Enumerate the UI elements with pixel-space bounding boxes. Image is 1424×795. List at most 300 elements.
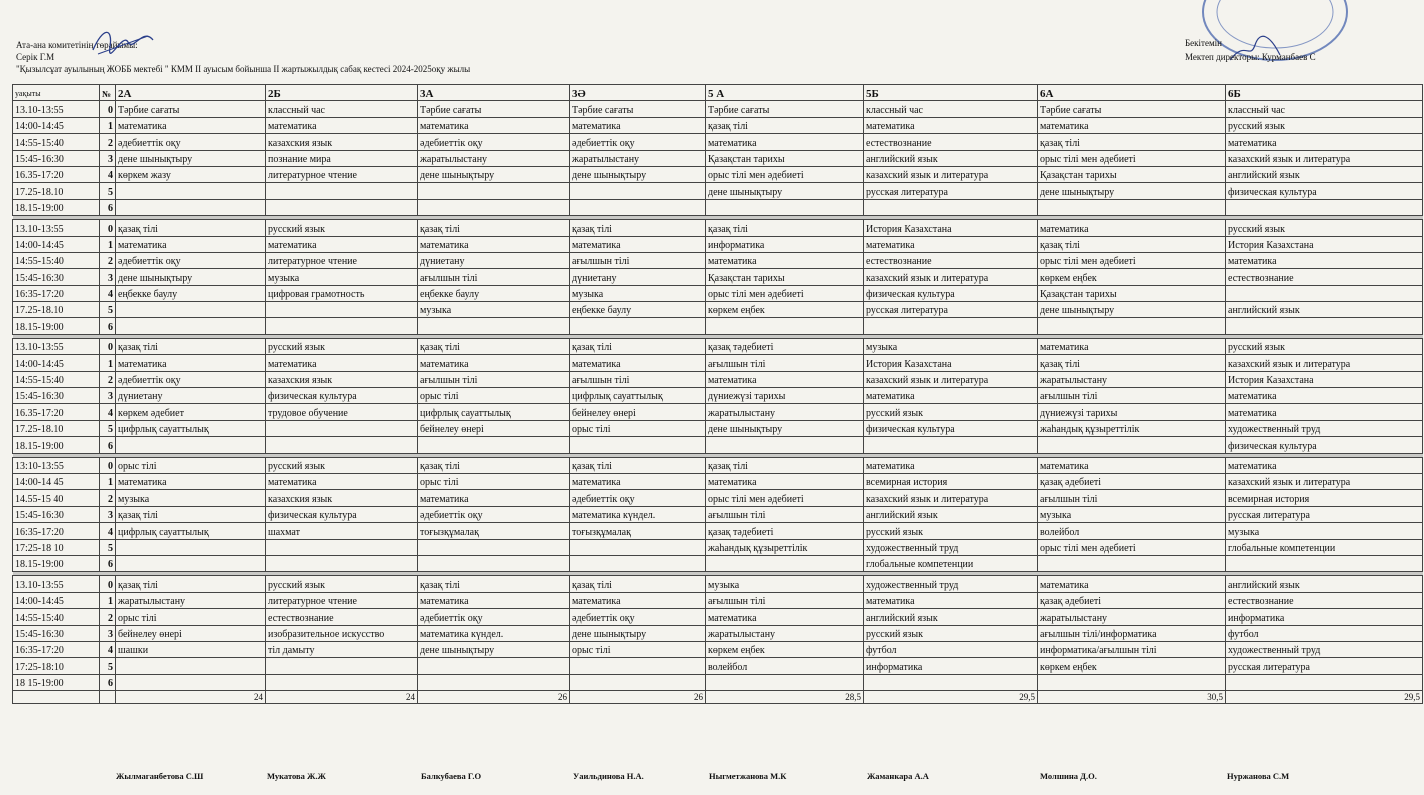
lesson-cell: литературное чтение xyxy=(266,592,418,608)
lesson-cell xyxy=(116,302,266,318)
teacher-name: Молшина Д.О. xyxy=(1040,771,1097,781)
lesson-cell xyxy=(570,199,706,215)
lesson-cell: казахския язык xyxy=(266,490,418,506)
lesson-cell: математика xyxy=(570,117,706,133)
lesson-cell: физическая культура xyxy=(1226,183,1423,199)
lesson-cell: ағылшын тілі/информатика xyxy=(1038,625,1226,641)
lesson-cell xyxy=(266,420,418,436)
lesson-cell: Қазақстан тарихы xyxy=(1038,285,1226,301)
totals-spacer xyxy=(100,691,116,704)
lesson-cell xyxy=(570,674,706,690)
lesson-cell: казахский язык и литература xyxy=(864,166,1038,182)
lesson-row xyxy=(13,609,1423,625)
lesson-cell: казахския язык xyxy=(266,134,418,150)
lesson-cell: естествознание xyxy=(1226,592,1423,608)
lesson-cell xyxy=(706,674,864,690)
lesson-cell: математика xyxy=(266,117,418,133)
time-cell: 14:55-15:40 xyxy=(13,371,100,387)
lesson-cell xyxy=(116,318,266,334)
lesson-cell: художественный труд xyxy=(1226,420,1423,436)
lesson-cell: цифрлық сауаттылық xyxy=(570,388,706,404)
lesson-cell: ағылшын тілі xyxy=(706,355,864,371)
time-cell: 14:00-14:45 xyxy=(13,592,100,608)
lesson-row xyxy=(13,117,1423,133)
totals-row xyxy=(13,691,1423,704)
teacher-signatures xyxy=(0,771,1424,785)
lesson-cell: еңбекке баулу xyxy=(570,302,706,318)
lesson-cell: английский язык xyxy=(1226,302,1423,318)
lesson-cell: қазақ тілі xyxy=(116,220,266,236)
lesson-cell xyxy=(116,183,266,199)
lesson-cell: литературное чтение xyxy=(266,166,418,182)
lesson-number: 0 xyxy=(100,101,116,117)
time-cell: 17:25-18:10 xyxy=(13,658,100,674)
lesson-cell: орыс тілі xyxy=(570,641,706,657)
lesson-cell: математика xyxy=(1226,252,1423,268)
lesson-cell: қазақ тілі xyxy=(116,506,266,522)
lesson-cell: ағылшын тілі xyxy=(418,269,570,285)
time-cell: 18.15-19:00 xyxy=(13,437,100,453)
lesson-row xyxy=(13,592,1423,608)
lesson-cell: русский язык xyxy=(864,625,1038,641)
lesson-row xyxy=(13,674,1423,690)
lesson-cell: орыс тілі мен әдебиеті xyxy=(706,490,864,506)
lesson-cell: дүниетану xyxy=(418,252,570,268)
lesson-cell: ағылшын тілі xyxy=(570,371,706,387)
lesson-cell: Тәрбие сағаты xyxy=(116,101,266,117)
committee-chair-name: Серік Г.М xyxy=(16,52,55,62)
lesson-number: 5 xyxy=(100,539,116,555)
lesson-cell: қазақ тілі xyxy=(570,457,706,473)
time-cell: 16:35-17:20 xyxy=(13,523,100,539)
lesson-cell: казахский язык и литература xyxy=(1226,150,1423,166)
lesson-cell: естествознание xyxy=(266,609,418,625)
time-cell: 16:35-17:20 xyxy=(13,641,100,657)
lesson-cell: дене шынықтыру xyxy=(1038,302,1226,318)
lesson-cell: Тәрбие сағаты xyxy=(706,101,864,117)
lesson-cell: русский язык xyxy=(1226,220,1423,236)
teacher-name: Мукатова Ж.Ж xyxy=(267,771,326,781)
lesson-number: 6 xyxy=(100,555,116,571)
lesson-cell xyxy=(418,658,570,674)
lesson-cell xyxy=(266,674,418,690)
lesson-cell xyxy=(570,539,706,555)
lesson-cell xyxy=(570,318,706,334)
lesson-cell: русская литература xyxy=(1226,506,1423,522)
lesson-cell: математика xyxy=(116,355,266,371)
time-cell: 14:00-14:45 xyxy=(13,117,100,133)
lesson-cell: қазақ тілі xyxy=(418,576,570,592)
lesson-cell: орыс тілі мен әдебиеті xyxy=(1038,539,1226,555)
class-header: 2Б xyxy=(266,85,418,101)
lesson-cell xyxy=(418,674,570,690)
lesson-row xyxy=(13,625,1423,641)
time-cell: 14:00-14:45 xyxy=(13,355,100,371)
lesson-number: 5 xyxy=(100,183,116,199)
lesson-cell xyxy=(864,318,1038,334)
lesson-cell: жаратылыстану xyxy=(116,592,266,608)
lesson-cell: классный час xyxy=(864,101,1038,117)
lesson-number: 2 xyxy=(100,134,116,150)
lesson-number: 2 xyxy=(100,490,116,506)
signature-mark xyxy=(88,22,158,62)
time-cell: 18.15-19:00 xyxy=(13,555,100,571)
lesson-number: 5 xyxy=(100,302,116,318)
lesson-cell: казахский язык и литература xyxy=(864,490,1038,506)
lesson-cell xyxy=(1038,318,1226,334)
lesson-row xyxy=(13,523,1423,539)
lesson-cell: әдебиеттік оқу xyxy=(116,252,266,268)
lesson-row xyxy=(13,371,1423,387)
lesson-cell xyxy=(570,555,706,571)
lesson-cell: орыс тілі мен әдебиеті xyxy=(706,166,864,182)
lesson-cell: художественный труд xyxy=(864,576,1038,592)
weekly-hours-total: 28,5 xyxy=(706,691,864,704)
lesson-cell: музыка xyxy=(864,338,1038,354)
lesson-cell: русская литература xyxy=(864,183,1038,199)
lesson-cell: русская литература xyxy=(864,302,1038,318)
lesson-cell: қазақ тілі xyxy=(116,338,266,354)
lesson-cell xyxy=(864,199,1038,215)
lesson-row xyxy=(13,134,1423,150)
lesson-number: 5 xyxy=(100,658,116,674)
class-header: 5 А xyxy=(706,85,864,101)
lesson-cell: жаратылыстану xyxy=(706,404,864,420)
lesson-cell: информатика xyxy=(706,236,864,252)
lesson-cell xyxy=(418,183,570,199)
lesson-cell xyxy=(706,555,864,571)
time-cell: 18 15-19:00 xyxy=(13,674,100,690)
lesson-cell: художественный труд xyxy=(864,539,1038,555)
lesson-cell: математика xyxy=(1038,117,1226,133)
time-cell: 13.10-13:55 xyxy=(13,220,100,236)
lesson-cell: русская литература xyxy=(1226,658,1423,674)
weekly-hours-total: 29,5 xyxy=(864,691,1038,704)
lesson-row xyxy=(13,199,1423,215)
time-cell: 16:35-17:20 xyxy=(13,285,100,301)
lesson-cell xyxy=(1226,318,1423,334)
lesson-cell: тоғызқұмалақ xyxy=(418,523,570,539)
lesson-cell: математика xyxy=(706,134,864,150)
lesson-cell: әдебиеттік оқу xyxy=(418,609,570,625)
lesson-number: 4 xyxy=(100,285,116,301)
lesson-cell: физическая культура xyxy=(266,388,418,404)
lesson-cell: ағылшын тілі xyxy=(570,252,706,268)
weekly-hours-total: 26 xyxy=(418,691,570,704)
lesson-cell: казахския язык xyxy=(266,371,418,387)
lesson-cell: орыс тілі xyxy=(418,388,570,404)
lesson-cell: математика xyxy=(1226,457,1423,473)
teacher-name: Нуржанова С.М xyxy=(1227,771,1290,781)
schedule-table xyxy=(12,84,1423,704)
lesson-cell: тоғызқұмалақ xyxy=(570,523,706,539)
lesson-cell: ағылшын тілі xyxy=(706,592,864,608)
lesson-number: 6 xyxy=(100,318,116,334)
lesson-cell: естествознание xyxy=(864,252,1038,268)
lesson-cell: музыка xyxy=(418,302,570,318)
time-cell: 17.25-18.10 xyxy=(13,183,100,199)
lesson-cell xyxy=(418,437,570,453)
lesson-cell: дене шынықтыру xyxy=(706,183,864,199)
time-cell: 13.10-13:55 xyxy=(13,338,100,354)
lesson-cell: математика xyxy=(570,592,706,608)
lesson-cell: математика xyxy=(1226,388,1423,404)
lesson-cell: английский язык xyxy=(1226,576,1423,592)
lesson-cell: естествознание xyxy=(864,134,1038,150)
time-cell: 14:00-14 45 xyxy=(13,473,100,489)
lesson-row xyxy=(13,658,1423,674)
lesson-row xyxy=(13,236,1423,252)
schedule-title: "Қызылсұат ауылының ЖОББ мектебі " КММ II ауысым бойынша II жартыжылдық сабақ кестесі 2024-2025оқу жылы xyxy=(16,64,471,74)
class-header: 3А xyxy=(418,85,570,101)
lesson-cell xyxy=(706,437,864,453)
lesson-number: 0 xyxy=(100,220,116,236)
class-header: 2А xyxy=(116,85,266,101)
lesson-cell: дүниетану xyxy=(116,388,266,404)
lesson-cell: бейнелеу өнері xyxy=(116,625,266,641)
lesson-cell: волейбол xyxy=(1038,523,1226,539)
lesson-cell: цифрлық сауаттылық xyxy=(116,420,266,436)
lesson-number: 1 xyxy=(100,117,116,133)
lesson-cell: Тәрбие сағаты xyxy=(1038,101,1226,117)
lesson-number: 4 xyxy=(100,166,116,182)
lesson-cell: математика xyxy=(706,252,864,268)
lesson-cell: Тәрбие сағаты xyxy=(570,101,706,117)
lesson-number: 3 xyxy=(100,388,116,404)
lesson-cell xyxy=(1226,555,1423,571)
lesson-row xyxy=(13,404,1423,420)
lesson-number: 4 xyxy=(100,523,116,539)
lesson-cell: математика xyxy=(418,117,570,133)
lesson-cell xyxy=(418,199,570,215)
lesson-cell: математика xyxy=(1038,220,1226,236)
lesson-cell: математика xyxy=(864,117,1038,133)
lesson-cell xyxy=(116,674,266,690)
lesson-cell: математика xyxy=(1038,457,1226,473)
lesson-cell: қазақ тәдебиеті xyxy=(706,523,864,539)
lesson-number: 1 xyxy=(100,236,116,252)
lesson-cell: английский язык xyxy=(864,150,1038,166)
lesson-cell: физическая культура xyxy=(266,506,418,522)
lesson-cell: История Казахстана xyxy=(864,220,1038,236)
lesson-cell xyxy=(266,199,418,215)
lesson-cell: шашки xyxy=(116,641,266,657)
lesson-cell: трудовое обучение xyxy=(266,404,418,420)
time-cell: 17:25-18 10 xyxy=(13,539,100,555)
lesson-cell: математика xyxy=(266,473,418,489)
lesson-cell: дүниетану xyxy=(570,269,706,285)
lesson-cell: волейбол xyxy=(706,658,864,674)
lesson-number: 6 xyxy=(100,199,116,215)
lesson-cell: математика xyxy=(418,592,570,608)
lesson-cell: английский язык xyxy=(864,609,1038,625)
lesson-number: 0 xyxy=(100,338,116,354)
lesson-cell: қазақ тілі xyxy=(706,117,864,133)
lesson-number: 3 xyxy=(100,625,116,641)
lesson-row xyxy=(13,555,1423,571)
lesson-cell: әдебиеттік оқу xyxy=(570,609,706,625)
lesson-cell: көркем еңбек xyxy=(1038,658,1226,674)
teacher-name: Балкубаева Г.О xyxy=(421,771,482,781)
lesson-cell: дене шынықтыру xyxy=(116,269,266,285)
lesson-cell xyxy=(418,318,570,334)
lesson-cell xyxy=(266,555,418,571)
time-cell: 14:55-15:40 xyxy=(13,609,100,625)
lesson-cell: русский язык xyxy=(266,576,418,592)
lesson-cell: көркем еңбек xyxy=(706,641,864,657)
lesson-cell: көркем еңбек xyxy=(1038,269,1226,285)
lesson-cell xyxy=(706,318,864,334)
lesson-cell: музыка xyxy=(1038,506,1226,522)
lesson-cell: Қазақстан тарихы xyxy=(706,150,864,166)
lesson-number: 4 xyxy=(100,404,116,420)
lesson-cell: әдебиеттік оқу xyxy=(418,134,570,150)
lesson-cell: изобразительное искусство xyxy=(266,625,418,641)
lesson-cell: математика күндел. xyxy=(570,506,706,522)
lesson-cell: всемирная история xyxy=(864,473,1038,489)
lesson-cell: дене шынықтыру xyxy=(116,150,266,166)
lesson-cell: математика xyxy=(864,236,1038,252)
lesson-cell: классный час xyxy=(266,101,418,117)
lesson-cell xyxy=(418,555,570,571)
lesson-number: 2 xyxy=(100,609,116,625)
lesson-cell: литературное чтение xyxy=(266,252,418,268)
lesson-cell: орыс тілі мен әдебиеті xyxy=(1038,252,1226,268)
lesson-cell: қазақ тілі xyxy=(1038,355,1226,371)
lesson-cell: математика xyxy=(266,236,418,252)
lesson-cell: математика xyxy=(116,236,266,252)
lesson-cell: жаратылыстану xyxy=(418,150,570,166)
lesson-row xyxy=(13,220,1423,236)
totals-spacer xyxy=(13,691,100,704)
lesson-row xyxy=(13,437,1423,453)
lesson-cell: қазақ тілі xyxy=(418,220,570,236)
lesson-cell: математика xyxy=(418,490,570,506)
lesson-row xyxy=(13,473,1423,489)
lesson-cell: математика xyxy=(570,236,706,252)
lesson-row xyxy=(13,183,1423,199)
lesson-row xyxy=(13,457,1423,473)
class-header: 6А xyxy=(1038,85,1226,101)
lesson-cell: русский язык xyxy=(266,457,418,473)
lesson-cell: физическая культура xyxy=(864,420,1038,436)
lesson-cell: информатика xyxy=(864,658,1038,674)
time-cell: 14.55-15 40 xyxy=(13,490,100,506)
lesson-cell: русский язык xyxy=(266,338,418,354)
lesson-row xyxy=(13,166,1423,182)
lesson-cell: бейнелеу өнері xyxy=(570,404,706,420)
lesson-cell xyxy=(266,539,418,555)
lesson-cell: математика xyxy=(706,473,864,489)
lesson-cell xyxy=(1226,674,1423,690)
lesson-cell: жаратылыстану xyxy=(1038,609,1226,625)
weekly-hours-total: 29,5 xyxy=(1226,691,1423,704)
lesson-cell: классный час xyxy=(1226,101,1423,117)
lesson-cell: казахский язык и литература xyxy=(1226,473,1423,489)
lesson-cell: всемирная история xyxy=(1226,490,1423,506)
lesson-cell: көркем еңбек xyxy=(706,302,864,318)
lesson-cell: английский язык xyxy=(1226,166,1423,182)
lesson-row xyxy=(13,150,1423,166)
lesson-cell: История Казахстана xyxy=(1226,236,1423,252)
lesson-cell: Қазақстан тарихы xyxy=(1038,166,1226,182)
lesson-cell: дүниежүзі тарихы xyxy=(1038,404,1226,420)
lesson-cell: орыс тілі xyxy=(116,457,266,473)
lesson-cell: физическая культура xyxy=(1226,437,1423,453)
time-cell: 15:45-16:30 xyxy=(13,625,100,641)
time-cell: 14:55-15:40 xyxy=(13,134,100,150)
lesson-cell xyxy=(266,658,418,674)
lesson-number: 3 xyxy=(100,150,116,166)
lesson-cell: математика xyxy=(418,236,570,252)
lesson-cell xyxy=(116,658,266,674)
time-cell: 13.10-13:55 xyxy=(13,576,100,592)
lesson-cell: орыс тілі мен әдебиеті xyxy=(1038,150,1226,166)
lesson-cell xyxy=(266,302,418,318)
lesson-cell: русский язык xyxy=(1226,117,1423,133)
weekly-hours-total: 24 xyxy=(266,691,418,704)
lesson-cell: русский язык xyxy=(864,404,1038,420)
lesson-cell: қазақ тілі xyxy=(1038,134,1226,150)
lesson-cell: дене шынықтыру xyxy=(418,641,570,657)
lesson-number: 1 xyxy=(100,592,116,608)
lesson-row xyxy=(13,269,1423,285)
lesson-number: 3 xyxy=(100,506,116,522)
lesson-number: 1 xyxy=(100,355,116,371)
director-line: Мектеп директоры: Курманбаев С xyxy=(1185,52,1316,62)
lesson-cell: математика xyxy=(116,117,266,133)
lesson-row xyxy=(13,576,1423,592)
lesson-cell xyxy=(1038,437,1226,453)
lesson-cell: познание мира xyxy=(266,150,418,166)
lesson-row xyxy=(13,285,1423,301)
lesson-cell: орыс тілі xyxy=(116,609,266,625)
lesson-cell: История Казахстана xyxy=(864,355,1038,371)
lesson-cell: физическая культура xyxy=(864,285,1038,301)
lesson-cell: математика xyxy=(706,609,864,625)
lesson-cell: казахский язык и литература xyxy=(864,269,1038,285)
lesson-cell: әдебиеттік оқу xyxy=(116,371,266,387)
lesson-cell: жаратылыстану xyxy=(570,150,706,166)
lesson-cell xyxy=(418,539,570,555)
lesson-cell: глобальные компетенции xyxy=(1226,539,1423,555)
lesson-cell: қазақ тілі xyxy=(706,457,864,473)
lesson-cell xyxy=(570,437,706,453)
approval-label: Бекітемін xyxy=(1185,38,1222,48)
lesson-cell: информатика/ағылшын тілі xyxy=(1038,641,1226,657)
time-cell: 17.25-18.10 xyxy=(13,302,100,318)
lesson-cell: жаһандық құзыреттілік xyxy=(706,539,864,555)
lesson-cell: математика xyxy=(116,473,266,489)
lesson-cell xyxy=(1038,199,1226,215)
lesson-row xyxy=(13,420,1423,436)
committee-title: Ата-ана комитетінің төрайымы: xyxy=(16,40,138,50)
director-signature xyxy=(1225,30,1285,70)
lesson-row xyxy=(13,101,1423,117)
lesson-number: 3 xyxy=(100,269,116,285)
time-cell: 16.35-17:20 xyxy=(13,404,100,420)
weekly-hours-total: 26 xyxy=(570,691,706,704)
lesson-number: 5 xyxy=(100,420,116,436)
lesson-cell: английский язык xyxy=(864,506,1038,522)
lesson-cell: музыка xyxy=(706,576,864,592)
lesson-cell xyxy=(1226,285,1423,301)
header-row xyxy=(13,85,1423,101)
time-cell: 18.15-19:00 xyxy=(13,318,100,334)
lesson-number: 2 xyxy=(100,252,116,268)
time-cell: 15:45-16:30 xyxy=(13,388,100,404)
time-cell: 15:45-16:30 xyxy=(13,506,100,522)
